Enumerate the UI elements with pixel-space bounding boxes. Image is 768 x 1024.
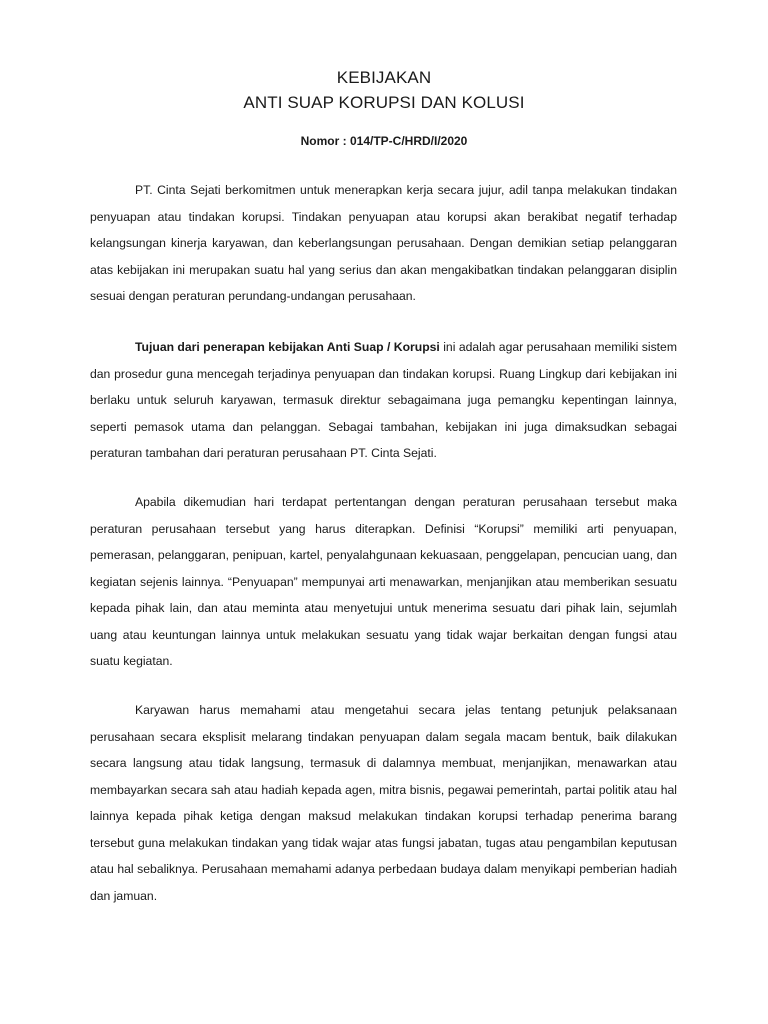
document-title-line2: ANTI SUAP KORUPSI DAN KOLUSI bbox=[243, 93, 525, 112]
paragraph-definitions: Apabila dikemudian hari terdapat pertentangan dengan peraturan perusahaan tersebut maka peraturan perusahaan tersebut yang harus diterapkan. Definisi “Korupsi” memiliki arti penyuapan, pemerasan, pelanggaran, penipuan, kartel, penyalahgunaan kekuasaan, penggelapan, pencucian uang, dan kegiatan sejenis lainnya. “Penyuapan” mempunyai arti menawarkan, menjanjikan atau memberikan sesuatu kepada pihak lain, dan atau meminta atau menyetujui untuk menerima sesuatu dari pihak lain, sejumlah uang atau keuntungan lainnya untuk melakukan sesuatu yang tidak wajar berkaitan dengan fungsi atau suatu kegiatan. bbox=[90, 495, 677, 668]
paragraph-commitment: PT. Cinta Sejati berkomitmen untuk menerapkan kerja secara jujur, adil tanpa melakukan tindakan penyuapan atau tindakan korupsi. Tindakan penyuapan atau korupsi akan berakibat negatif terhadap kelangsungan kinerja karyawan, dan keberlangsungan perusahaan. Dengan demikian setiap pelanggaran atas kebijakan ini merupakan suatu hal yang serius dan akan mengakibatkan tindakan pelanggaran disiplin sesuai dengan peraturan perundang-undangan perusahaan. bbox=[90, 183, 677, 303]
paragraph-purpose-bold-lead: Tujuan dari penerapan kebijakan Anti Suap / Korupsi bbox=[135, 340, 440, 354]
paragraph-purpose-text: ini adalah agar perusahaan memiliki sistem dan prosedur guna mencegah terjadinya penyuapan dan tindakan korupsi. Ruang Lingkup dari kebijakan ini berlaku untuk seluruh karyawan, termasuk direktur sebagaimana juga pemangku kepentingan lainnya, seperti pemasok utama dan pelanggan. Sebagai tambahan, kebijakan ini juga dimaksudkan sebagai peraturan tambahan dari peraturan perusahaan PT. Cinta Sejati. bbox=[90, 340, 677, 460]
paragraph-employee-obligations: Karyawan harus memahami atau mengetahui secara jelas tentang petunjuk pelaksanaan perusahaan secara eksplisit melarang tindakan penyuapan dalam segala macam bentuk, baik dilakukan secara langsung atau tidak langsung, termasuk di dalamnya membuat, menjanjikan, menawarkan atau membayarkan secara sah atau hadiah kepada agen, mitra bisnis, pegawai pemerintah, partai politik atau hal lainnya kepada pihak ketiga dengan maksud melakukan tindakan korupsi terhadap penerima barang tersebut guna melakukan tindakan yang tidak wajar atas fungsi jabatan, tugas atau pengambilan keputusan atau hal sebaliknya. Perusahaan memahami adanya perbedaan budaya dalam menyikapi pemberian hadiah dan jamuan. bbox=[90, 703, 677, 903]
document-number: Nomor : 014/TP-C/HRD/I/2020 bbox=[300, 134, 468, 148]
paragraph-purpose bbox=[90, 334, 677, 467]
document-title-line1: KEBIJAKAN bbox=[336, 68, 432, 87]
